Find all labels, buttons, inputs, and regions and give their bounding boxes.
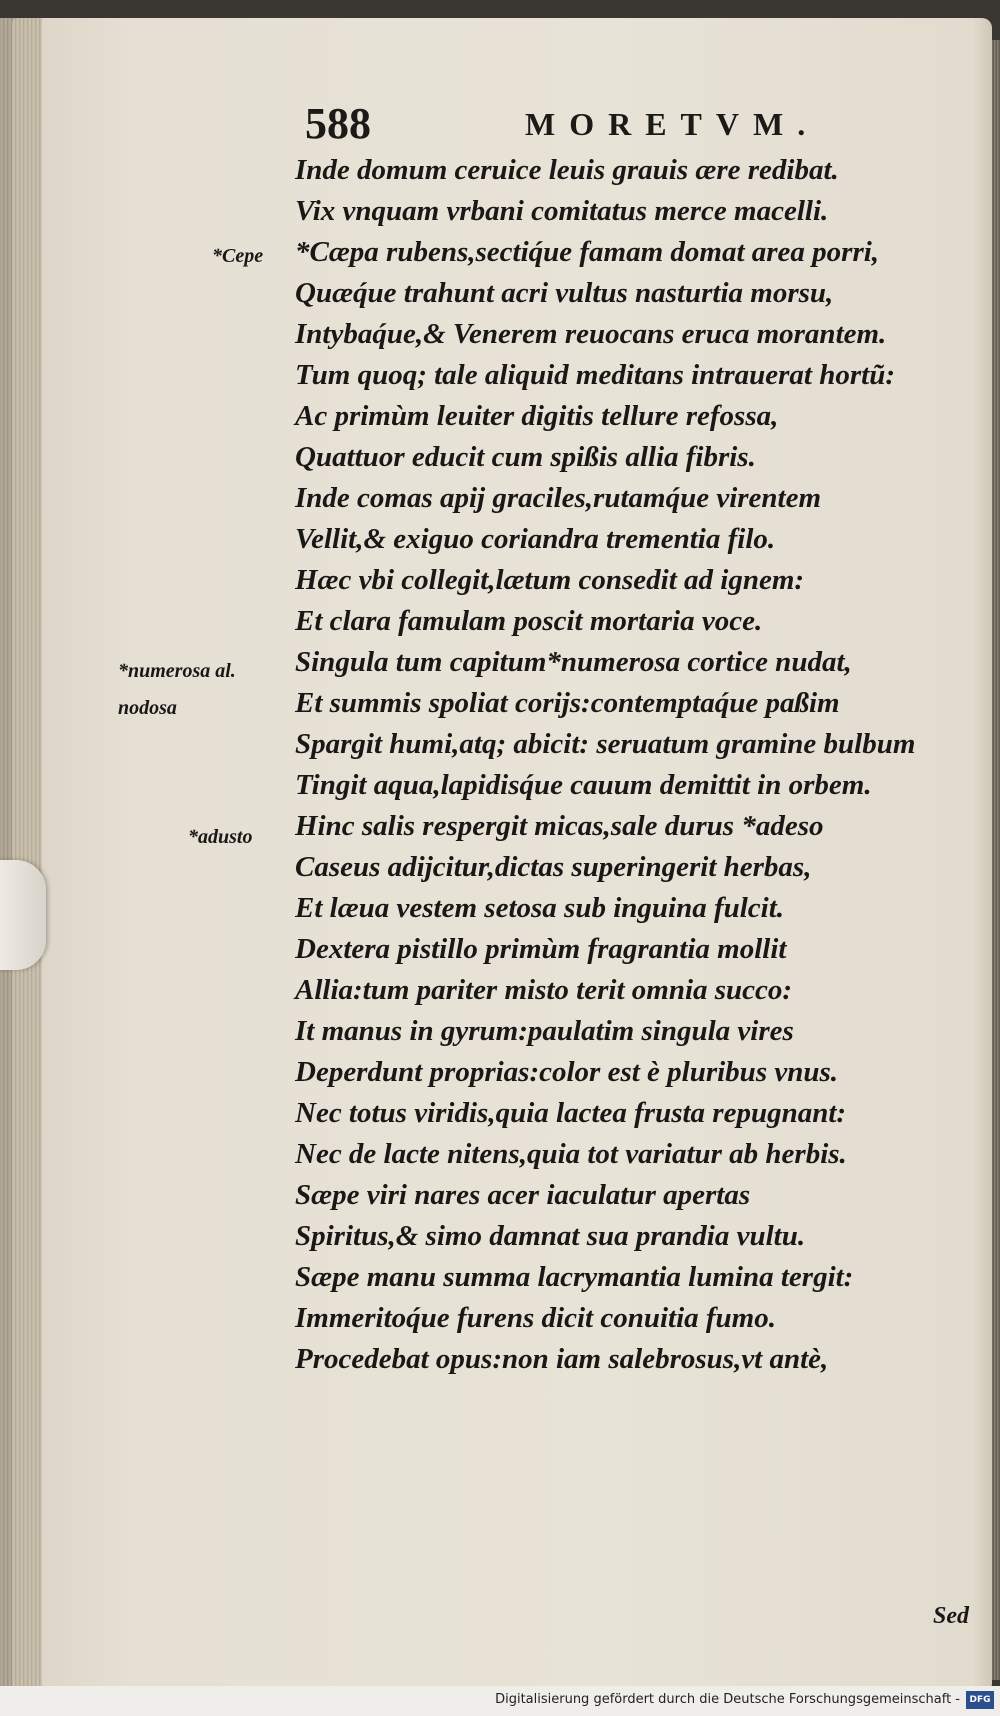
verse-line: Hæc vbi collegit,lætum consedit ad ignem: — [295, 564, 805, 596]
verse-line: Dextera pistillo primùm fragrantia mollit — [295, 933, 787, 965]
verse-line: Vellit,& exiguo coriandra trementia filo. — [295, 523, 776, 555]
verse-line: Procedebat opus:non iam salebrosus,vt antè, — [295, 1343, 829, 1375]
running-title: MORETVM. — [525, 106, 820, 142]
marginal-note-nodosa: nodosa — [118, 697, 177, 719]
verse-line: Vix vnquam vrbani comitatus merce macelli. — [295, 195, 829, 227]
verse-line: *Cæpa rubens,sectiq́ue famam domat area porri, — [295, 236, 880, 268]
footer-bar — [0, 1686, 1000, 1716]
page-header — [305, 98, 905, 148]
verse-line: Et summis spoliat corijs:contemptaq́ue paßim — [295, 687, 840, 719]
verse-line: Ac primùm leuiter digitis tellure refossa, — [295, 400, 779, 432]
verse-line: Tum quoq; tale aliquid meditans intrauerat hortũ: — [295, 359, 895, 391]
verse-line: Singula tum capitum*numerosa cortice nudat, — [295, 646, 852, 678]
verse-line: Inde comas apij graciles,rutamq́ue virentem — [295, 482, 822, 514]
marginal-note-adusto: *adusto — [188, 826, 253, 848]
page-number: 588 — [305, 99, 371, 148]
verse-line: Sæpe viri nares acer iaculatur apertas — [295, 1179, 751, 1211]
verse-line: Inde domum ceruice leuis grauis ære redibat. — [295, 154, 839, 186]
verse-line: Spargit humi,atq; abicit: seruatum gramine bulbum — [295, 728, 916, 760]
verse-line: Tingit aqua,lapidisq́ue cauum demittit in orbem. — [295, 769, 872, 801]
verse-line: Quattuor educit cum spißis allia fibris. — [295, 441, 756, 473]
verse-line: Quæq́ue trahunt acri vultus nasturtia morsu, — [295, 277, 834, 309]
footer-credit: Digitalisierung gefördert durch die Deutsche Forschungsgemeinschaft - — [495, 1692, 960, 1707]
page-clip — [0, 860, 46, 970]
marginal-note-numerosa: *numerosa al. — [118, 660, 236, 682]
catchword: Sed — [933, 1603, 969, 1629]
verse-line: Nec totus viridis,quia lactea frusta repugnant: — [295, 1097, 847, 1129]
dfg-logo: DFG — [966, 1691, 994, 1709]
verse-line: It manus in gyrum:paulatim singula vires — [295, 1015, 794, 1047]
verse-line: Et læua vestem setosa sub inguina fulcit. — [295, 892, 785, 924]
marginal-note-cepe: *Cepe — [212, 245, 264, 267]
verse-line: Et clara famulam poscit mortaria voce. — [295, 605, 763, 637]
verse-line: Allia:tum pariter misto terit omnia succo: — [295, 974, 793, 1006]
verse-line: Immeritoq́ue furens dicit conuitia fumo. — [295, 1302, 776, 1334]
verse-block — [295, 150, 995, 1380]
verse-line: Hinc salis respergit micas,sale durus *adeso — [295, 810, 824, 842]
page-edge-left — [0, 18, 42, 1688]
verse-line: Nec de lacte nitens,quia tot variatur ab herbis. — [295, 1138, 847, 1170]
verse-line: Sæpe manu summa lacrymantia lumina tergit: — [295, 1261, 854, 1293]
verse-line: Spiritus,& simo damnat sua prandia vultu. — [295, 1220, 806, 1252]
verse-line: Intybaq́ue,& Venerem reuocans eruca morantem. — [295, 318, 887, 350]
verse-line: Caseus adijcitur,dictas superingerit herbas, — [295, 851, 812, 883]
verse-line: Deperdunt proprias:color est è pluribus vnus. — [295, 1056, 839, 1088]
